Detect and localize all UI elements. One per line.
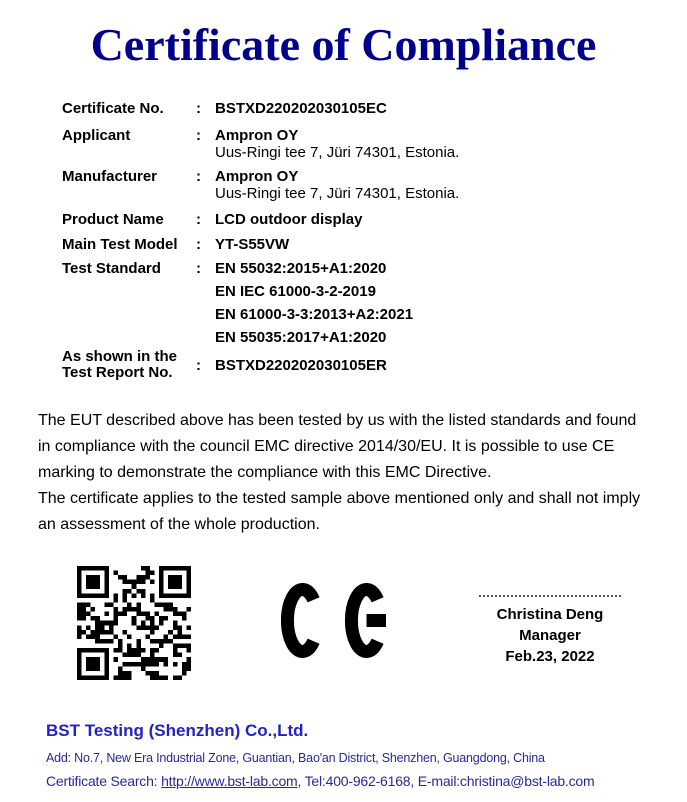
signature-block [468,595,632,667]
applicant-address: Uus-Ringi tee 7, Jüri 74301, Estonia. [215,144,460,161]
signer-name: Christina Deng [496,606,604,623]
field-colon: : [196,168,201,185]
applicant-value [215,127,459,161]
field-label-line2: Test Report No. [62,364,173,381]
field-label: Manufacturer [62,168,158,185]
field-label: Product Name [62,211,164,228]
signature-line [479,595,621,597]
field-row-main-test-model [62,236,637,253]
certificate-search-link[interactable]: http://www.bst-lab.com [161,773,298,789]
certificate-search-label: Certificate Search: [46,773,158,789]
statement-paragraph-1: The EUT described above has been tested by us with the listed standards and found in compliance with the council EMC directive 2014/30/EU. It is possible to use CE marking to demonstrate the compliance with this EMC Directive. [38,412,637,481]
statement-paragraph-2: The certificate applies to the tested sample above mentioned only and shall not imply an assessment of the whole production. [38,490,641,533]
field-row-product-name [62,211,637,228]
test-report-number: BSTXD220202030105ER [215,356,387,374]
field-colon: : [196,236,201,253]
test-standard: EN IEC 61000-3-2-2019 [215,283,376,300]
field-colon: : [196,127,201,144]
test-standard: EN 55035:2017+A1:2020 [215,329,387,346]
company-name: BST Testing (Shenzhen) Co.,Ltd. [46,721,309,740]
main-test-model: YT-S55VW [215,236,290,253]
signer-role: Manager [519,627,581,644]
field-colon: : [196,260,201,277]
field-row-certificate-no [62,100,637,117]
applicant-name: Ampron OY [215,127,299,144]
certificate-search-line [46,773,666,790]
product-name: LCD outdoor display [215,211,363,228]
qr-code-icon [77,566,191,680]
company-address: Add: No.7, New Era Industrial Zone, Guantian, Bao'an District, Shenzhen, Guangdong, China [46,751,545,765]
field-label [62,349,196,381]
field-colon: : [196,356,201,374]
footer [46,721,666,790]
field-label: Applicant [62,127,131,144]
manufacturer-value [215,168,459,202]
test-standard: EN 55032:2015+A1:2020 [215,260,387,277]
test-standard: EN 61000-3-3:2013+A2:2021 [215,306,414,323]
manufacturer-address: Uus-Ringi tee 7, Jüri 74301, Estonia. [215,185,460,202]
field-label-line1: As shown in the [62,348,178,365]
ce-mark-icon [281,583,388,663]
field-label: Test Standard [62,260,161,277]
field-row-test-standard [62,260,637,346]
signature-date: Feb.23, 2022 [505,648,595,665]
field-row-test-report-no [62,349,637,381]
field-label: Main Test Model [62,236,178,253]
certificate-fields [62,100,637,381]
field-label: Certificate No. [62,100,164,117]
contact-info: , Tel:400-962-6168, E-mail:christina@bst-lab.com [297,773,595,789]
certificate-number: BSTXD220202030105EC [215,100,387,117]
field-row-manufacturer [62,168,637,202]
test-standard-list [215,260,413,346]
marks-row [0,563,687,713]
field-colon: : [196,211,201,228]
manufacturer-name: Ampron OY [215,168,299,185]
compliance-statement [38,408,652,538]
certificate-title: Certificate of Compliance [90,19,597,70]
field-row-applicant [62,127,637,161]
field-colon: : [196,100,201,117]
